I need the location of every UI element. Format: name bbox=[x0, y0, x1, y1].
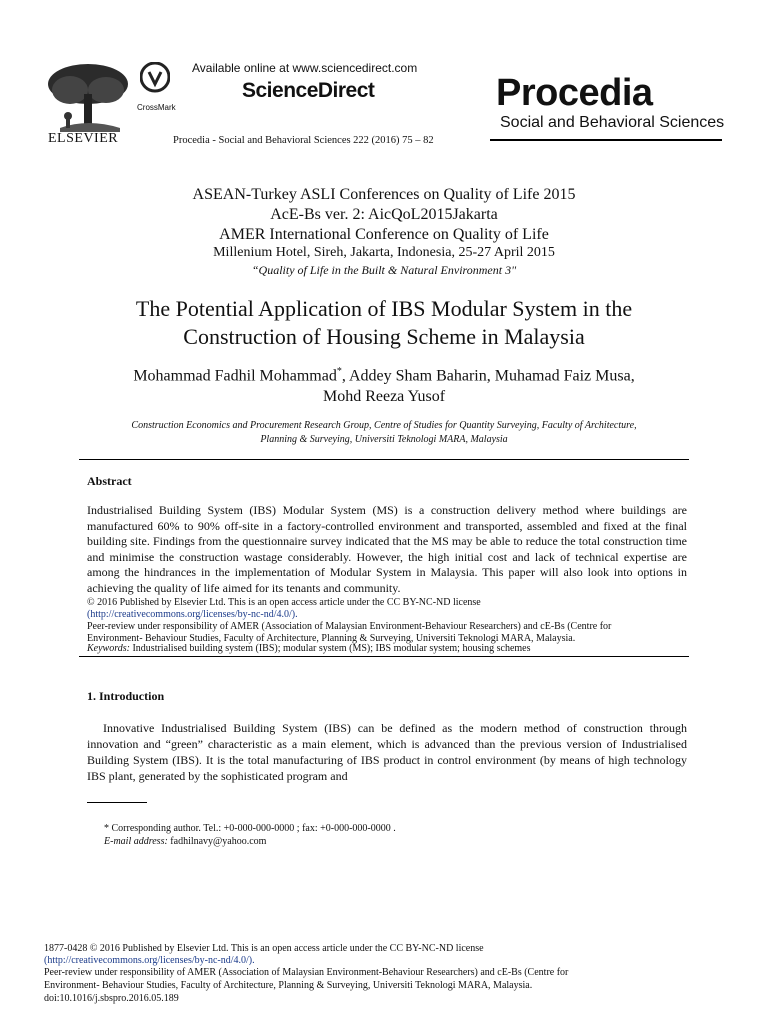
authors-line-1 bbox=[0, 366, 768, 385]
keywords-text: Industrialised building system (IBS); modular system (MS); IBS modular system; housing schemes bbox=[129, 643, 531, 654]
conference-line-3: AMER International Conference on Quality of Life bbox=[219, 226, 549, 243]
keywords bbox=[87, 643, 531, 655]
abstract-copyright: © 2016 Published by Elsevier Ltd. This is an open access article under the CC BY-NC-ND license bbox=[87, 597, 481, 608]
abstract-body: Industrialised Building System (IBS) Modular System (MS) is a construction delivery method where buildings are manufactured 60% to 90% off-site in a factory-controlled environment and transported, assembled and fixed at the final building site. Findings from the questionnaire survey indicated that the MS may be able to reduce the total construction time and minimise the construction wastage considerably. However, the high initial cost and lack of technical expertise are among the hindrances in the implementation of Modular System in Malaysia. This paper will also look into options in achieving the quality of life aimed for its tenants and community. bbox=[87, 503, 687, 595]
procedia-brand: Procedia bbox=[496, 72, 653, 114]
abstract-top-rule bbox=[79, 459, 689, 460]
paper-title-line-1: The Potential Application of IBS Modular System in the bbox=[135, 296, 633, 321]
journal-citation: Procedia - Social and Behavioral Sciences 222 (2016) 75 – 82 bbox=[173, 135, 434, 146]
crossmark-icon bbox=[140, 62, 170, 96]
conference-venue: Millenium Hotel, Sireh, Jakarta, Indonesia, 25-27 April 2015 bbox=[213, 245, 555, 260]
footer-doi[interactable]: doi:10.1016/j.sbspro.2016.05.189 bbox=[44, 993, 179, 1004]
license-link[interactable]: (http://creativecommons.org/licenses/by-nc-nd/4.0/). bbox=[87, 609, 298, 620]
abstract-heading: Abstract bbox=[87, 474, 132, 488]
abstract-bottom-rule bbox=[79, 656, 689, 657]
available-online-text: Available online at www.sciencedirect.com bbox=[192, 61, 418, 75]
corresponding-author-note: * Corresponding author. Tel.: +0-000-000-0000 ; fax: +0-000-000-0000 . bbox=[104, 823, 396, 834]
authors-line-2: Mohd Reeza Yusof bbox=[322, 388, 446, 405]
authors-rest: , Addey Sham Baharin, Muhamad Faiz Musa, bbox=[341, 367, 635, 385]
crossmark-badge[interactable] bbox=[137, 62, 176, 112]
email-address-line bbox=[104, 836, 266, 847]
conference-line-2: AcE-Bs ver. 2: AicQoL2015Jakarta bbox=[270, 206, 498, 223]
footer-peer-review-1: Peer-review under responsibility of AMER (Association of Malaysian Environment-Behaviour Researchers) and cE-Bs (Centre for bbox=[44, 967, 569, 978]
author-star: * bbox=[336, 366, 342, 377]
procedia-subtitle: Social and Behavioral Sciences bbox=[500, 114, 725, 131]
paper-title-line-2: Construction of Housing Scheme in Malaysia bbox=[183, 324, 585, 349]
email-value[interactable]: fadhilnavy@yahoo.com bbox=[167, 836, 267, 847]
intro-body: Innovative Industrialised Building System (IBS) can be defined as the modern method of construction through innovation and “green” characteristic as a main element, which is advanced than the previous version of Industrialised Building System (IBS). It is the total manufacturing of IBS product in control environment (by means of high technology IBS plant, generated by the sophisticated program and bbox=[87, 721, 687, 783]
peer-review-line-2: Environment- Behaviour Studies, Faculty of Architecture, Planning & Surveying, Universiti Teknologi MARA, Malaysia. bbox=[87, 633, 576, 644]
sciencedirect-brand: ScienceDirect bbox=[242, 79, 375, 102]
peer-review-line-1: Peer-review under responsibility of AMER (Association of Malaysian Environment-Behaviour Researchers) and cE-Bs (Centre for bbox=[87, 621, 612, 632]
author-corresponding: Mohammad Fadhil Mohammad bbox=[133, 367, 337, 385]
conference-line-1: ASEAN-Turkey ASLI Conferences on Quality of Life 2015 bbox=[192, 186, 576, 203]
intro-heading: 1. Introduction bbox=[87, 689, 165, 703]
affiliation-line-2: Planning & Surveying, Universiti Teknologi MARA, Malaysia bbox=[260, 434, 508, 445]
conference-theme: “Quality of Life in the Built & Natural Environment 3" bbox=[251, 263, 517, 277]
footer-issn-line: 1877-0428 © 2016 Published by Elsevier Ltd. This is an open access article under the CC BY-NC-ND license bbox=[44, 943, 484, 954]
elsevier-wordmark: ELSEVIER bbox=[48, 131, 119, 146]
affiliation-line-1: Construction Economics and Procurement Research Group, Centre of Studies for Quantity Surveying, Faculty of Architecture, bbox=[131, 420, 637, 431]
crossmark-label: CrossMark bbox=[137, 103, 176, 112]
footer-license-link[interactable]: (http://creativecommons.org/licenses/by-nc-nd/4.0/). bbox=[44, 955, 255, 966]
footer-peer-review-2: Environment- Behaviour Studies, Faculty of Architecture, Planning & Surveying, Universiti Teknologi MARA, Malaysia. bbox=[44, 980, 533, 991]
keywords-label: Keywords: bbox=[87, 643, 130, 654]
procedia-divider bbox=[490, 139, 722, 141]
footnote-rule bbox=[87, 802, 147, 803]
email-label: E-mail address: bbox=[104, 836, 168, 847]
